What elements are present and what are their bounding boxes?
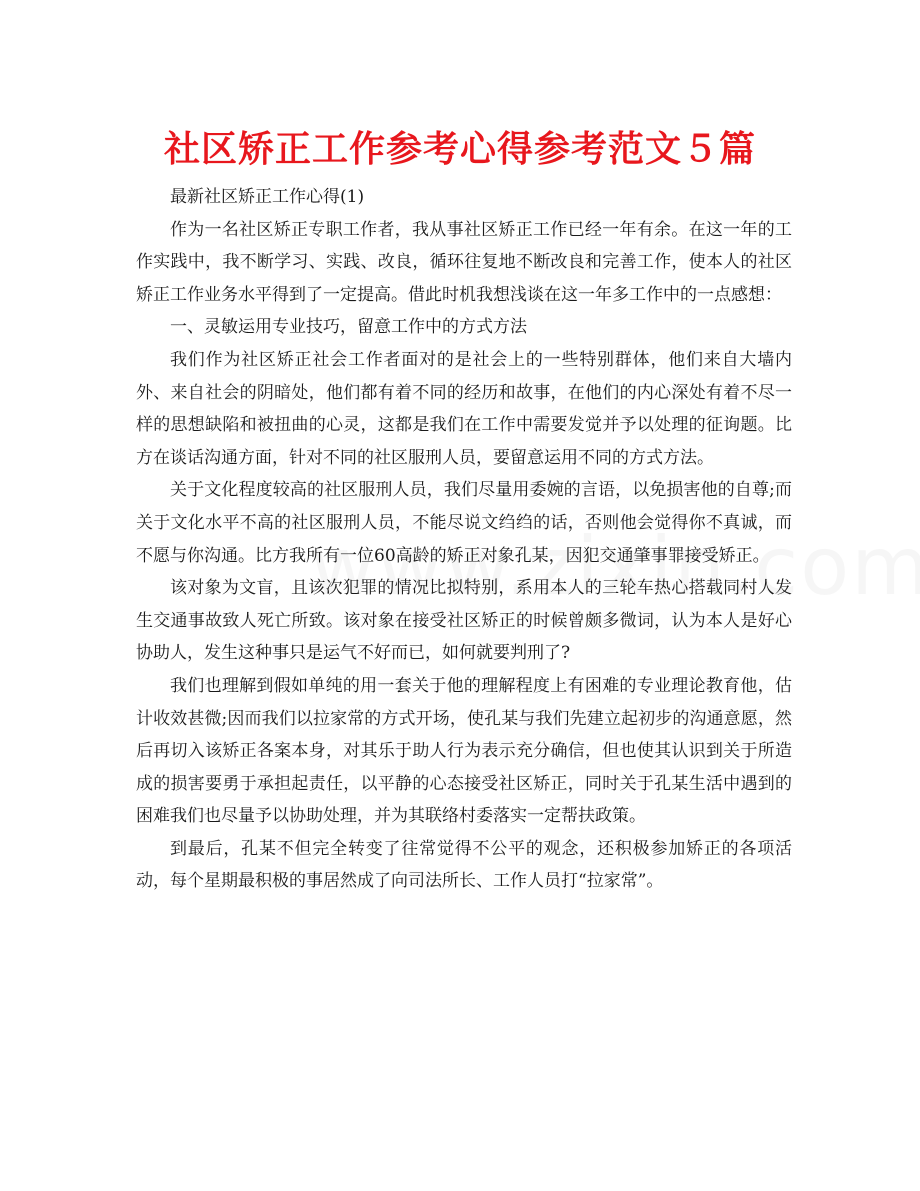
paragraph: 我们也理解到假如单纯的用一套关于他的理解程度上有困难的专业理论教育他，估计收效甚微;因而我们以拉家常的方式开场，使孔某与我们先建立起初步的沟通意愿，然后再切入该矫正各案本身，对其乐于助人行为表示充分确信，但也使其认识到关于所造成的损害要勇于承担起责任，以平静的心态接受社区矫正，同时关于孔某生活中遇到的困难我们也尽量予以协助处理，并为其联络村委落实一定帮扶政策。 bbox=[136, 675, 792, 827]
document-title: 社区矫正工作参考心得参考范文５篇 bbox=[163, 129, 756, 170]
paragraph: 到最后，孔某不但完全转变了往常觉得不公平的观念，还积极参加矫正的各项活动，每个星期最积极的事居然成了向司法所长、工作人员打“拉家常”。 bbox=[136, 838, 792, 892]
section-heading: 最新社区矫正工作心得(1) bbox=[170, 187, 365, 207]
paragraph: 关于文化程度较高的社区服刑人员，我们尽量用委婉的言语，以免损害他的自尊;而关于文化水平不高的社区服刑人员，不能尽说文绉绉的话，否则他会觉得你不真诚，而不愿与你沟通。比方我所有一位60高龄的矫正对象孔某，因犯交通肇事罪接受矫正。 bbox=[136, 480, 792, 566]
paragraph: 我们作为社区矫正社会工作者面对的是社会上的一些特别群体，他们来自大墙内外、来自社会的阴暗处，他们都有着不同的经历和故事，在他们的内心深处有着不尽一样的思想缺陷和被扭曲的心灵，这都是我们在工作中需要发觉并予以处理的征询题。比方在谈话沟通方面，针对不同的社区服刑人员，要留意运用不同的方式方法。 bbox=[136, 349, 792, 468]
section-heading: 一、灵敏运用专业技巧，留意工作中的方式方法 bbox=[170, 317, 527, 338]
paragraph: 该对象为文盲，且该次犯罪的情况比拟特别，系用本人的三轮车热心搭载同村人发生交通事故致人死亡所致。该对象在接受社区矫正的时候曾颇多微词，认为本人是好心协助人，发生这种事只是运气不好而已，如何就要判刑了? bbox=[136, 578, 792, 664]
document-body bbox=[136, 181, 792, 898]
paragraph: 作为一名社区矫正专职工作者，我从事社区矫正工作已经一年有余。在这一年的工作实践中，我不断学习、实践、改良，循环往复地不断改良和完善工作，使本人的社区矫正工作业务水平得到了一定提高。借此时机我想浅谈在这一年多工作中的一点感想： bbox=[136, 219, 792, 305]
